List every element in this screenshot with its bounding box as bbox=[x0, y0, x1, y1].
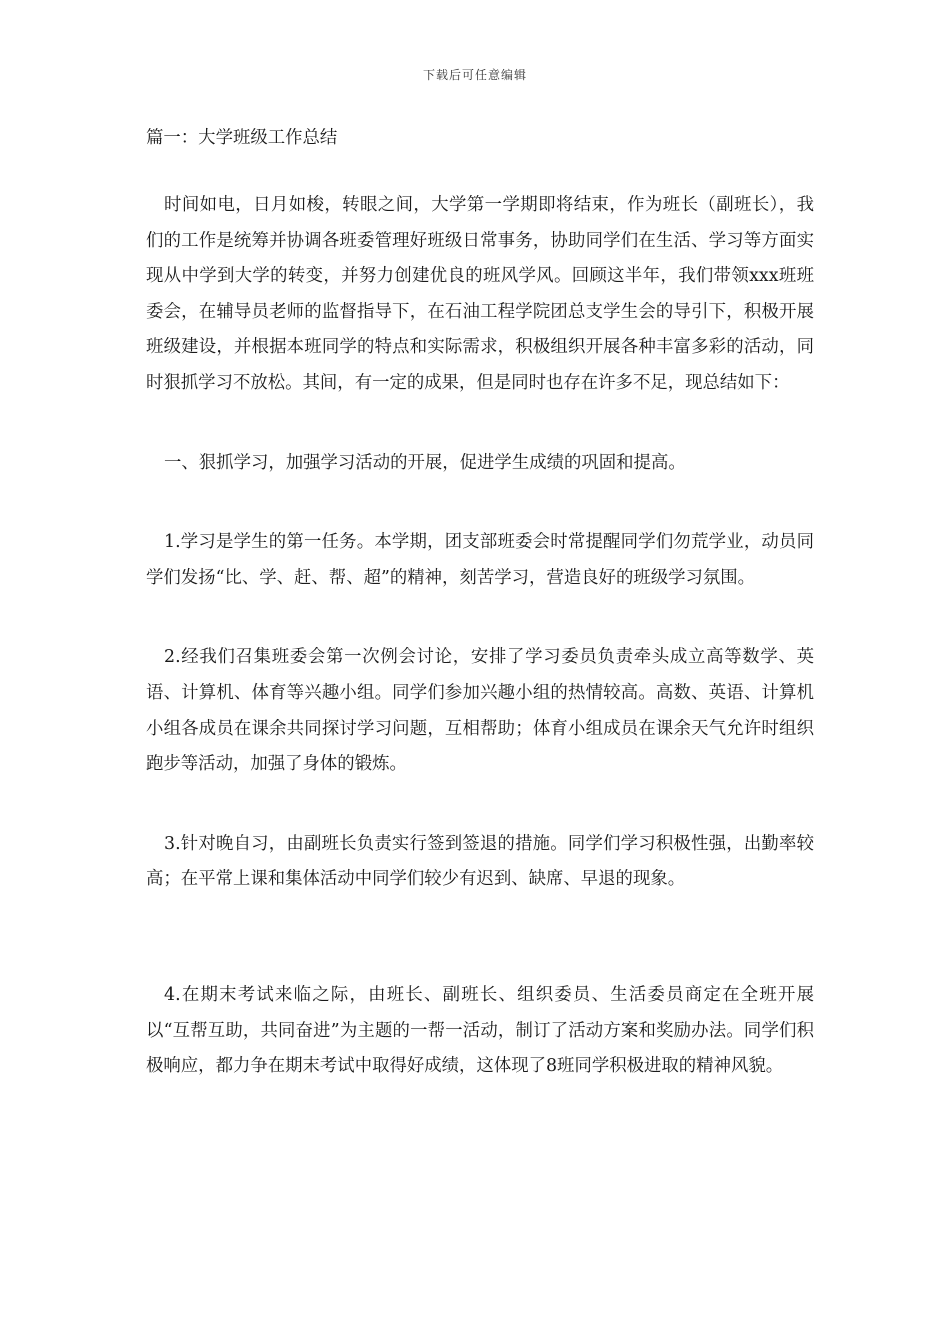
document-title: 篇一：大学班级工作总结 bbox=[146, 128, 338, 148]
list-item: 1.学习是学生的第一任务。本学期，团支部班委会时常提醒同学们勿荒学业，动员同学们发扬“比、学、赶、帮、超”的精神，刻苦学习，营造良好的班级学习氛围。 bbox=[146, 532, 814, 588]
intro-paragraph: 时间如电，日月如梭，转眼之间，大学第一学期即将结束，作为班长（副班长），我们的工作是统筹并协调各班委管理好班级日常事务，协助同学们在生活、学习等方面实现从中学到大学的转变，并努力创建优良的班风学风。回顾这半年，我们带领xxx班班委会，在辅导员老师的监督指导下，在石油工程学院团总支学生会的导引下，积极开展班级建设，并根据本班同学的特点和实际需求，积极组织开展各种丰富多彩的活动，同时狠抓学习不放松。其间，有一定的成果，但是同时也存在许多不足，现总结如下： bbox=[146, 195, 814, 393]
header-note: 下载后可任意编辑 bbox=[422, 68, 527, 82]
document-body bbox=[146, 126, 814, 1085]
list-item: 4.在期末考试来临之际，由班长、副班长、组织委员、生活委员商定在全班开展以“互帮互助，共同奋进”为主题的一帮一活动，制订了活动方案和奖励办法。同学们积极响应，都力争在期末考试中取得好成绩，这体现了8班同学积极进取的精神风貌。 bbox=[146, 984, 814, 1077]
section-heading: 一、狠抓学习，加强学习活动的开展，促进学生成绩的巩固和提高。 bbox=[164, 452, 686, 473]
list-item: 2.经我们召集班委会第一次例会讨论，安排了学习委员负责牵头成立高等数学、英语、计算机、体育等兴趣小组。同学们参加兴趣小组的热情较高。高数、英语、计算机小组各成员在课余共同探讨学习问题，互相帮助；体育小组成员在课余天气允许时组织跑步等活动，加强了身体的锻炼。 bbox=[146, 647, 814, 775]
list-item: 3.针对晚自习，由副班长负责实行签到签退的措施。同学们学习积极性强，出勤率较高；在平常上课和集体活动中同学们较少有迟到、缺席、早退的现象。 bbox=[146, 833, 814, 890]
